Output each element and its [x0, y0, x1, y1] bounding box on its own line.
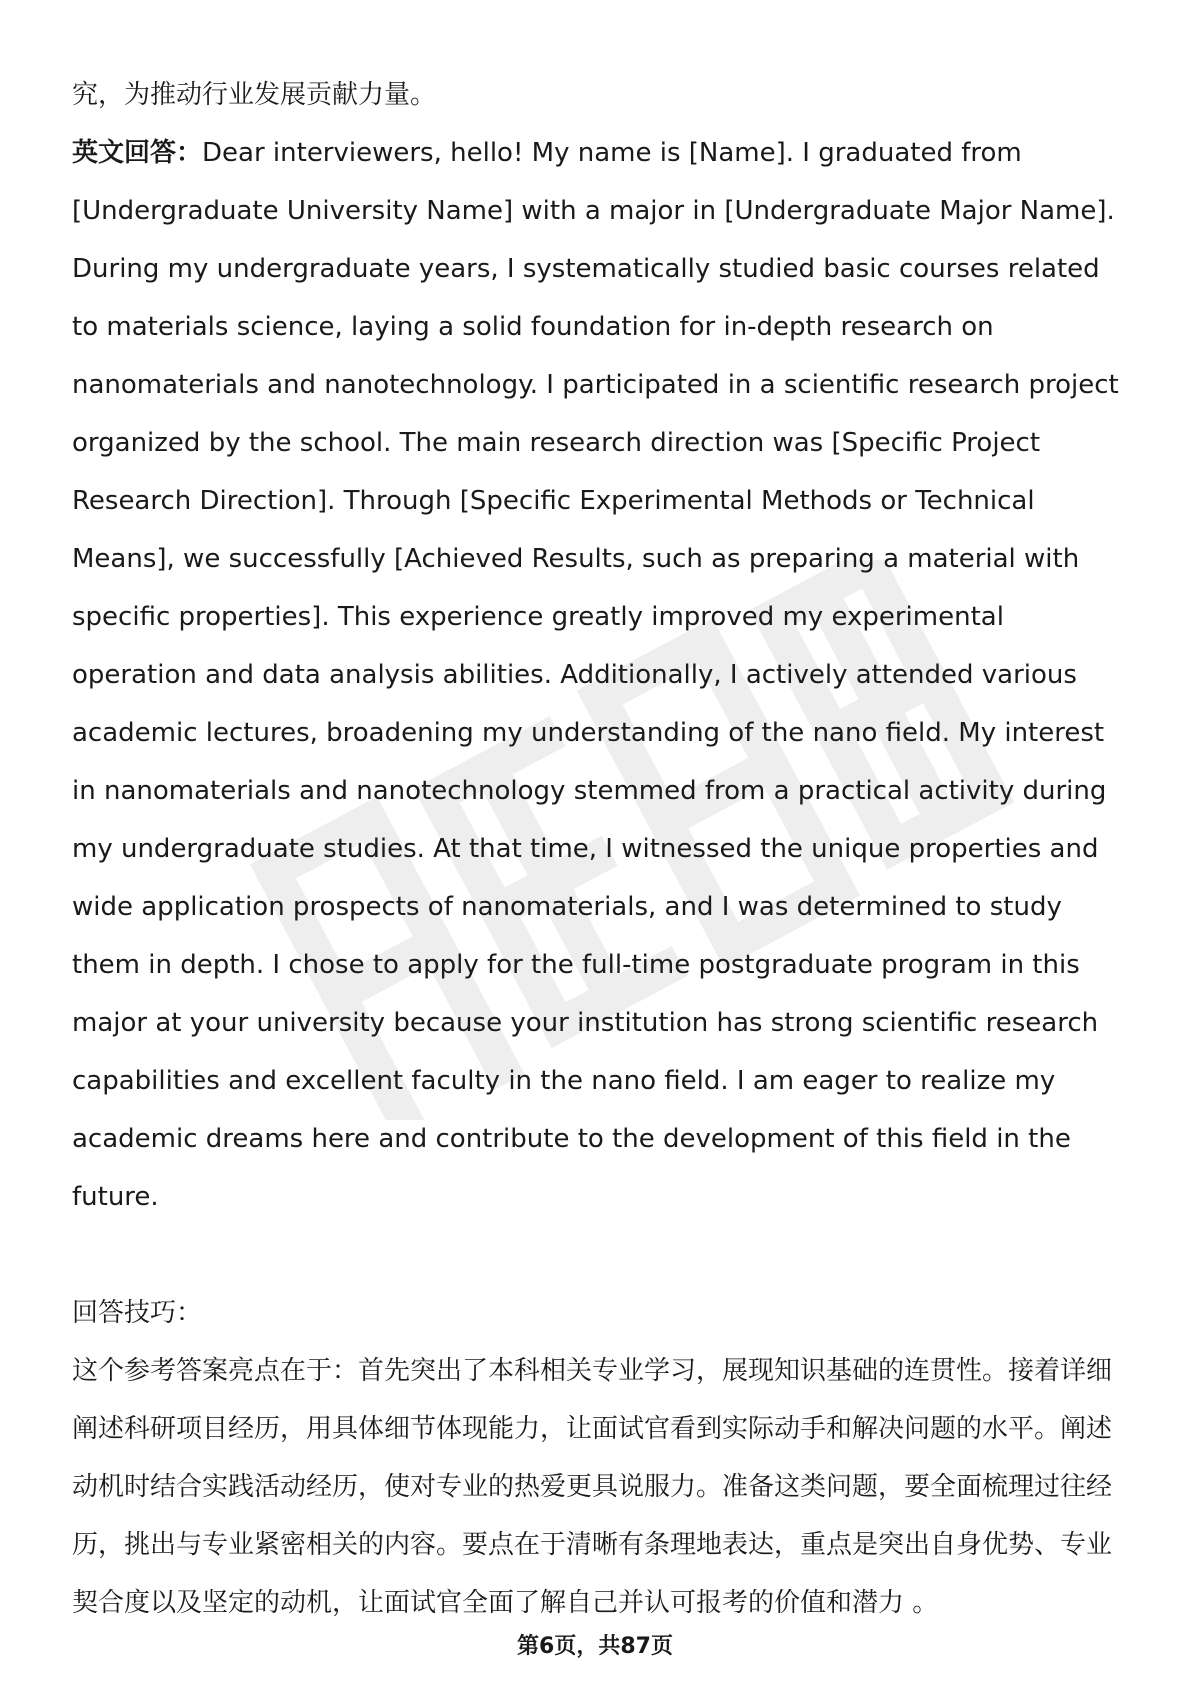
english-answer-text: Dear interviewers, hello! My name is [Name]. I graduated from [Undergraduate University Name] with a major in [Undergraduate Major Name]. During my undergraduate years, I systematically studied basic courses related to materials science, laying a solid foundation for in-depth research on nanomaterials and nanotechnology. I participated in a scientific research project organized by the school. The main research direction was [Specific Project Research Direction]. Through [Specific Experimental Methods or Technical Means], we successfully [Achieved Results, such as preparing a material with specific properties]. This experience greatly improved my experimental operation and data analysis abilities. Additionally, I actively attended various academic lectures, broadening my understanding of the nano field. My interest in nanomaterials and nanotechnology stemmed from a practical activity during my undergraduate studies. At that time, I witnessed the unique properties and wide application prospects of nanomaterials, and I was determined to study them in depth. I chose to apply for the full-time postgraduate program in this major at your university because your institution has strong scientific research capabilities and excellent faculty in the nano field. I am eager to realize my academic dreams here and contribute to the development of this field in the future. [72, 138, 1119, 1212]
paragraph-spacer [72, 1226, 1122, 1284]
english-answer-label: 英文回答： [72, 138, 203, 168]
tips-text: 这个参考答案亮点在于：首先突出了本科相关专业学习，展现知识基础的连贯性。接着详细阐述科研项目经历，用具体细节体现能力，让面试官看到实际动手和解决问题的水平。阐述动机时结合实践活动经历，使对专业的热爱更具说服力。准备这类问题，要全面梳理过往经历，挑出与专业紧密相关的内容。要点在于清晰有条理地表达，重点是突出自身优势、专业契合度以及坚定的动机，让面试官全面了解自己并认可报考的价值和潜力 。 [72, 1356, 1113, 1618]
tips-heading: 回答技巧： [72, 1298, 203, 1328]
document-body [72, 66, 1122, 1632]
page-number: 第6页，共87页 [517, 1634, 673, 1659]
intro-fragment: 究，为推动行业发展贡献力量。 [72, 80, 437, 110]
english-answer [72, 124, 1122, 1226]
